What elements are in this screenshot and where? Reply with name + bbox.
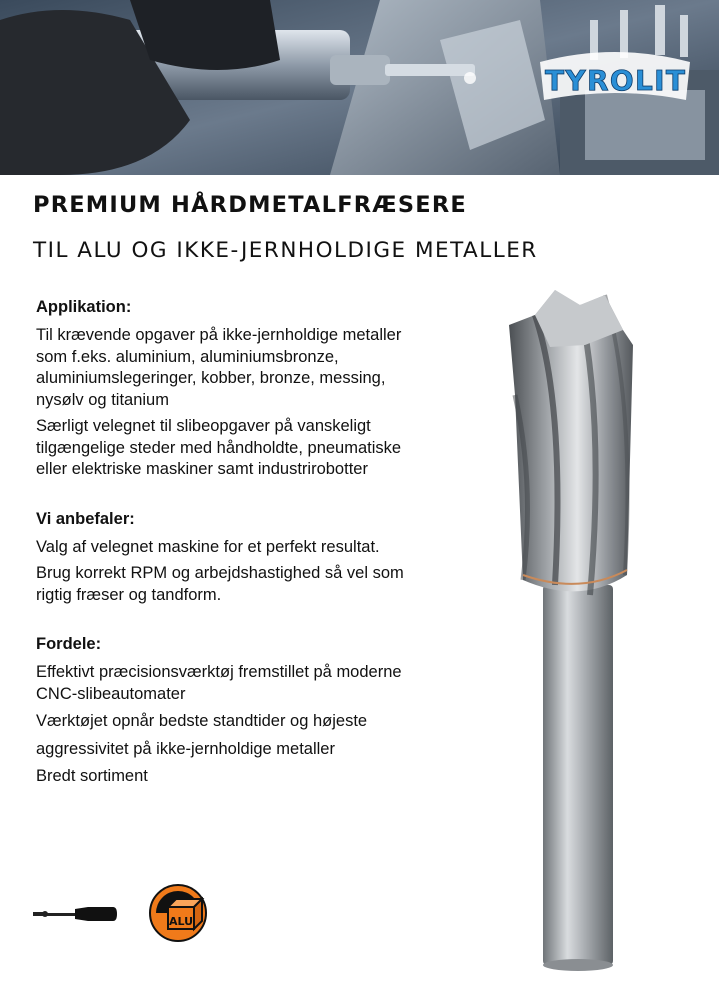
content-column [36,298,416,817]
section-heading: Fordele: [36,635,102,653]
section-heading: Applikation: [36,298,132,316]
paragraph: Særligt velegnet til slibeopgaver på vanskeligt tilgængelige steder med håndholdte, pneumatiske eller elektriske maskiner samt industrirobotter [36,417,402,478]
section-fordele [36,635,416,788]
die-grinder-icon [33,903,117,932]
tyrolit-logo [540,52,690,100]
paragraph: Valg af velegnet maskine for et perfekt resultat. [36,537,380,556]
hero-banner [0,0,719,175]
paragraph: Effektivt præcisionsværktøj fremstillet på moderne CNC-slibeautomater [36,663,402,703]
paragraph: Bredt sortiment [36,767,148,785]
section-vi-anbefaler [36,510,416,607]
product-image-carbide-burr [495,285,655,975]
alu-label: ALU [168,915,194,928]
logo-text: TYROLIT [545,64,685,97]
paragraph: Brug korrekt RPM og arbejdshastighed så vel som rigtig fræser og tandform. [36,564,404,604]
page-subtitle: TIL ALU OG IKKE-JERNHOLDIGE METALLER [33,238,538,263]
alu-material-icon [148,883,208,948]
paragraph: Værktøjet opnår bedste standtider og højeste [36,712,368,730]
section-heading: Vi anbefaler: [36,509,135,528]
paragraph: aggressivitet på ikke-jernholdige metaller [36,739,335,758]
carbide-burr-icon [495,285,655,975]
page-title: PREMIUM HÅRDMETALFRÆSERE [33,192,467,218]
paragraph: Til krævende opgaver på ikke-jernholdige metaller som f.eks. aluminium, aluminiumsbronze, aluminiumslegeringer, kobber, bronze, messing, nysølv og titanium [36,326,402,409]
section-applikation [36,298,416,481]
hero-photo [0,0,719,175]
